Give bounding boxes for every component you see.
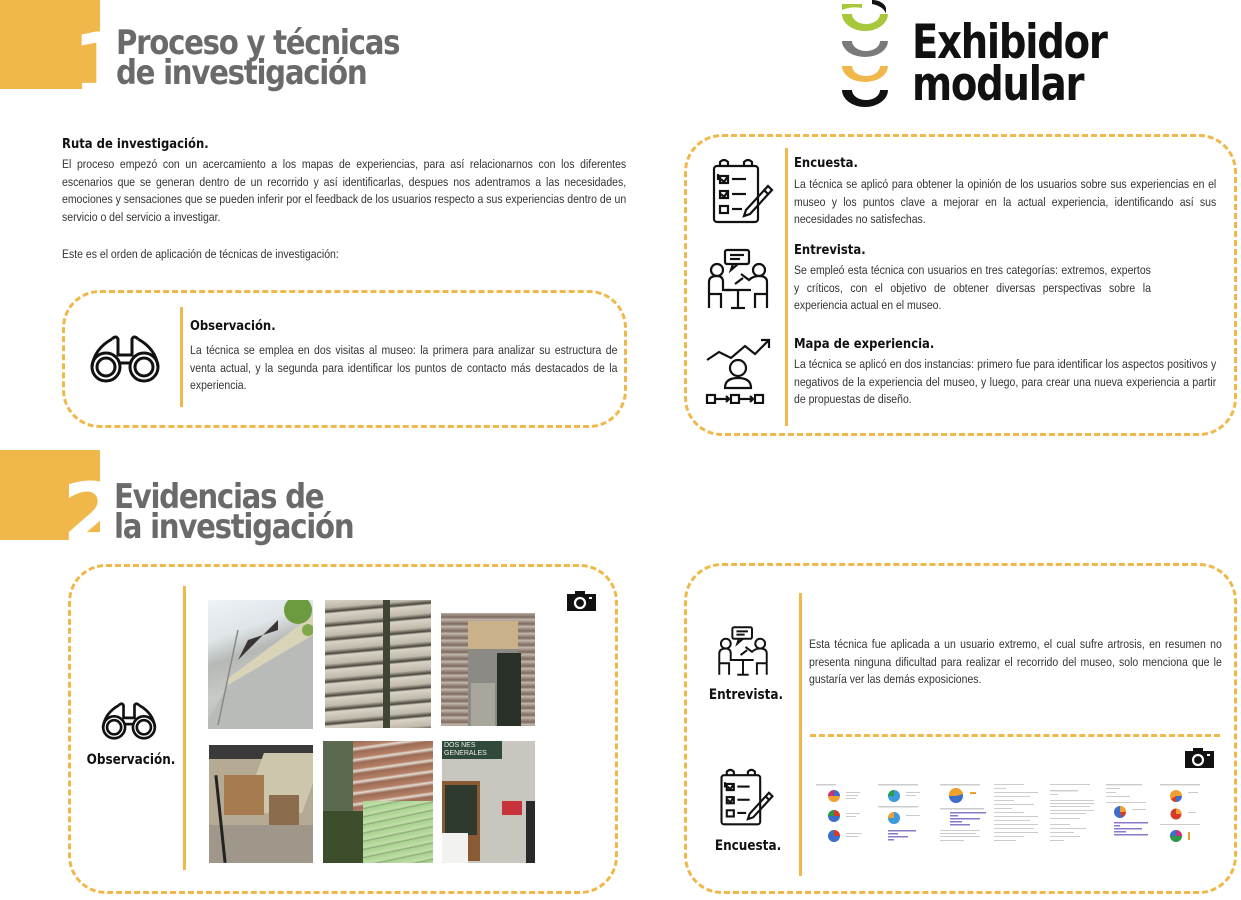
- interview-evidence-text: Esta técnica fue aplicada a un usuario extremo, el cual sufre artrosis, en resumen no presenta ninguna dificultad para realizar el recorrido del museo, solo menciona que le gustaría ver las demás exposiciones.: [809, 637, 1222, 686]
- observation-text: La técnica se emplea en dos visitas al museo: la primera para analizar su estructura de venta actual, y la segunda para identificar los puntos de contacto más destacados de la experiencia.: [190, 343, 618, 392]
- louvered-wall-photo[interactable]: [325, 600, 431, 728]
- booth-entrance-photo[interactable]: [441, 613, 535, 726]
- section-2-number: 2: [62, 465, 118, 565]
- route-paragraph: El proceso empezó con un acercamiento a los mapas de experiencias, para así relacionarnos con los diferentes escenarios que se generan dentro de un recorrido y así identificarlas, despues nos adentramos a las necesidades, emociones y sensaciones que se pueden inferir por el feedback de los usuarios respecto a sus experiencias dentro de un servicio o del servicio a investigar.: [62, 157, 627, 224]
- survey-heading: Encuesta.: [794, 155, 858, 171]
- survey-page-thumbnail-5[interactable]: [1048, 782, 1108, 846]
- interview-survey-divider: [799, 593, 802, 876]
- journey-map-icon: [705, 338, 771, 404]
- section-1-number: 1: [72, 15, 128, 115]
- storage-boxes-photo[interactable]: [209, 745, 313, 863]
- binoculars-icon: [100, 700, 158, 742]
- observation-heading: Observación.: [190, 318, 276, 334]
- survey-page-thumbnail-7[interactable]: [1158, 782, 1218, 846]
- interview-icon: [705, 248, 771, 310]
- survey-evidence-label: Encuesta.: [714, 838, 782, 854]
- observation-evidence-label: Observación.: [86, 752, 176, 768]
- green-slatted-wall-photo[interactable]: [323, 741, 433, 863]
- survey-text: La técnica se aplicó para obtener la opinión de los usuarios sobre sus experiencias en el museo y los puntos clave a mejorar en la actual experiencia, identificando así sus necesidades no satisfechas.: [794, 177, 1217, 226]
- techniques-divider: [785, 148, 788, 426]
- binoculars-icon: [88, 333, 162, 385]
- observation-evidence-divider: [183, 586, 186, 870]
- sales-stand-photo[interactable]: DOS NES GENERALES: [442, 741, 535, 863]
- journey-map-heading: Mapa de experiencia.: [794, 336, 935, 352]
- survey-page-thumbnail-1[interactable]: [814, 782, 874, 846]
- section-2-title: Evidencias de la investigación: [114, 477, 354, 547]
- route-heading: Ruta de investigación.: [62, 136, 209, 152]
- interview-evidence-label: Entrevista.: [708, 687, 784, 703]
- survey-page-thumbnail-6[interactable]: [1104, 782, 1164, 846]
- journey-map-text: La técnica se aplicó en dos instancias: primero fue para identificar los aspectos positivos y negativos de la experiencia del museo, y luego, para crear una nueva experiencia a partir de propuestas de diseño.: [794, 357, 1217, 406]
- section-1-title: Proceso y técnicas de investigación: [116, 23, 400, 93]
- camera-icon[interactable]: [1185, 748, 1214, 768]
- interview-text: Se empleó esta técnica con usuarios en tres categorías: extremos, expertos y críticos, con el objetivo de obtener diversas perspectivas sobre la experiencia actual en el museo.: [794, 263, 1151, 312]
- route-order-text: Este es el orden de aplicación de técnicas de investigación:: [62, 247, 339, 261]
- survey-page-thumbnail-3[interactable]: [938, 782, 998, 846]
- survey-clipboard-icon: [710, 158, 776, 226]
- interview-icon: [716, 625, 770, 677]
- interview-survey-separator: [810, 734, 1220, 737]
- facade-panel-photo[interactable]: [208, 600, 313, 729]
- exhibidor-logo-icon: [838, 0, 894, 116]
- interview-heading: Entrevista.: [794, 242, 866, 258]
- survey-page-thumbnail-2[interactable]: [876, 782, 936, 846]
- survey-page-thumbnail-4[interactable]: [992, 782, 1052, 846]
- camera-icon[interactable]: [567, 591, 596, 611]
- survey-clipboard-icon: [718, 768, 776, 828]
- exhibidor-logo-title: Exhibidor modular: [912, 15, 1107, 112]
- observation-divider: [180, 307, 183, 407]
